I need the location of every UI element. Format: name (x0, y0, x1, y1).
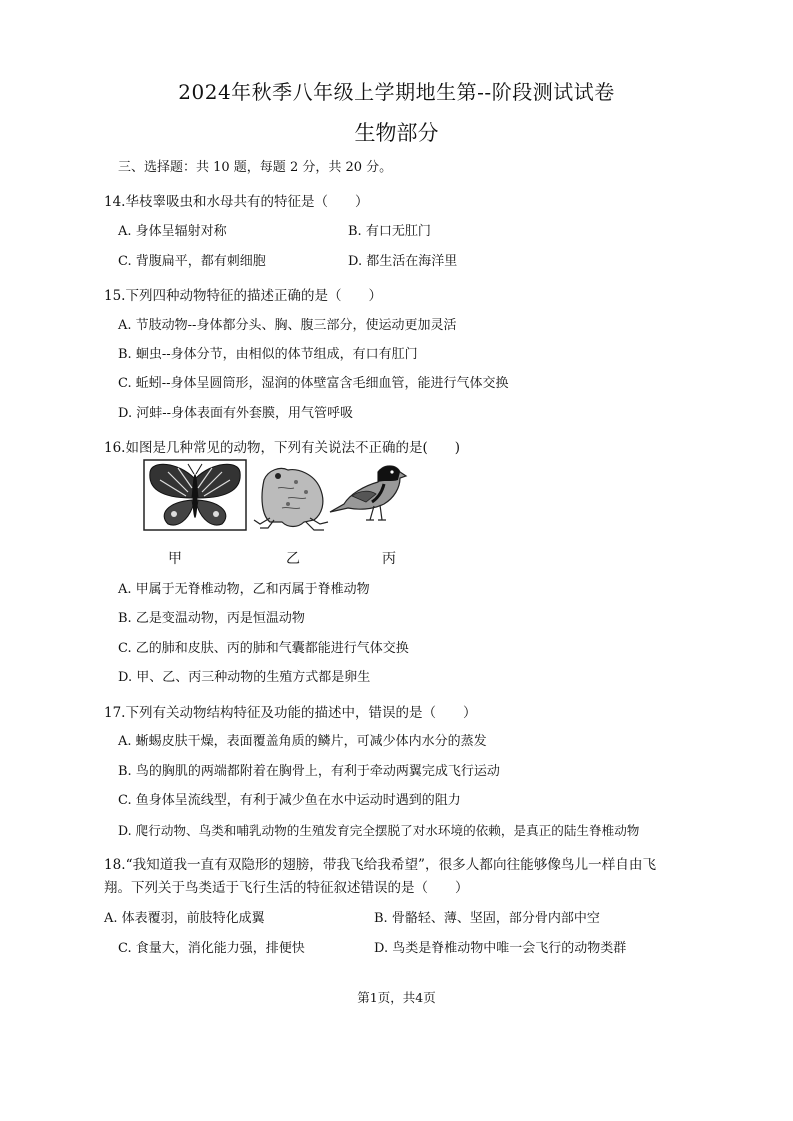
question-18-option-c: C. 食量大，消化能力强，排便快 (118, 941, 305, 956)
question-17-stem: 17.下列有关动物结构特征及功能的描述中，错误的是（ ） (104, 705, 477, 721)
question-16-stem: 16.如图是几种常见的动物，下列有关说法不正确的是( ) (104, 440, 461, 456)
page-title: 2024年秋季八年级上学期地生第--阶段测试试卷 (178, 80, 615, 104)
question-17-option-c: C. 鱼身体呈流线型，有利于减少鱼在水中运动时遇到的阻力 (118, 793, 461, 808)
question-18-option-d: D. 鸟类是脊椎动物中唯一会飞行的动物类群 (374, 941, 627, 956)
section-heading: 三、选择题：共 10 题，每题 2 分，共 20 分。 (118, 160, 393, 175)
question-18-stem-line1: 18.“我知道我一直有双隐形的翅膀，带我飞给我希望”，很多人都向往能够像鸟儿一样自由飞 (104, 857, 657, 873)
question-16-option-a: A. 甲属于无脊椎动物，乙和丙属于脊椎动物 (118, 582, 370, 597)
question-16-option-d: D. 甲、乙、丙三种动物的生殖方式都是卵生 (118, 670, 371, 685)
question-15-stem: 15.下列四种动物特征的描述正确的是（ ） (104, 288, 382, 304)
question-16-option-c: C. 乙的肺和皮肤、丙的肺和气囊都能进行气体交换 (118, 641, 409, 656)
question-18-stem-line2: 翔。下列关于鸟类适于飞行生活的特征叙述错误的是（ ） (104, 880, 469, 896)
question-16-option-b: B. 乙是变温动物，丙是恒温动物 (118, 611, 305, 626)
question-17-option-a: A. 蜥蜴皮肤干燥，表面覆盖角质的鳞片，可减少体内水分的蒸发 (118, 734, 487, 749)
question-18-option-a: A. 体表覆羽，前肢特化成翼 (104, 911, 265, 926)
question-15-option-b: B. 蛔虫--身体分节，由相似的体节组成，有口有肛门 (118, 347, 418, 362)
question-15-option-c: C. 蚯蚓--身体呈圆筒形，湿润的体壁富含毛细血管，能进行气体交换 (118, 376, 509, 391)
question-17-option-b: B. 鸟的胸肌的两端都附着在胸骨上，有利于牵动两翼完成飞行运动 (118, 764, 500, 779)
question-14-option-c: C. 背腹扁平，都有刺细胞 (118, 254, 266, 269)
frog-icon (254, 468, 328, 530)
question-15-option-a: A. 节肢动物--身体都分头、胸、腹三部分，使运动更加灵活 (118, 318, 457, 333)
bird-icon (330, 466, 406, 520)
page-subtitle: 生物部分 (354, 121, 439, 145)
question-14-option-b: B. 有口无肛门 (348, 224, 431, 239)
figure-label-jia: 甲 (168, 551, 182, 567)
question-14-stem: 14.华枝睾吸虫和水母共有的特征是（ ） (104, 194, 369, 210)
page-footer: 第1页，共4页 (357, 990, 436, 1005)
butterfly-icon (144, 460, 246, 530)
question-14-option-a: A. 身体呈辐射对称 (118, 224, 227, 239)
question-14-option-d: D. 都生活在海洋里 (348, 254, 458, 269)
figure-label-yi: 乙 (286, 551, 300, 567)
question-18-option-b: B. 骨骼轻、薄、坚固，部分骨内部中空 (374, 911, 600, 926)
question-17-option-d: D. 爬行动物、鸟类和哺乳动物的生殖发育完全摆脱了对水环境的依赖，是真正的陆生脊椎动物 (118, 823, 640, 838)
figure-label-bing: 丙 (382, 551, 396, 567)
question-15-option-d: D. 河蚌--身体表面有外套膜，用气管呼吸 (118, 406, 354, 421)
